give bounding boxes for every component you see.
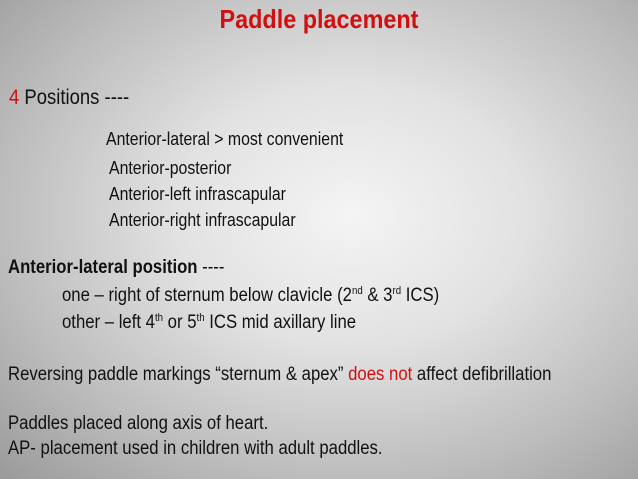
ordinal-suffix: rd <box>392 285 402 297</box>
anterolateral-title: Anterior-lateral position <box>8 257 198 278</box>
anterolateral-line-left <box>62 312 356 334</box>
anterolateral-heading <box>8 257 224 279</box>
line-text: & 3 <box>362 285 393 306</box>
positions-heading <box>9 86 129 110</box>
line-text: other – left 4 <box>62 312 155 333</box>
emphasis-text: does not <box>348 364 413 385</box>
positions-count: 4 <box>9 86 20 109</box>
positions-label: Positions ---- <box>19 86 130 109</box>
ordinal-suffix: nd <box>351 285 363 297</box>
ordinal-suffix: th <box>154 312 164 324</box>
line-text: affect defibrillation <box>412 364 552 385</box>
paddles-axis-note: Paddles placed along axis of heart. <box>8 413 269 434</box>
ap-placement-note: AP- placement used in children with adult paddles. <box>8 438 383 459</box>
anterolateral-dashes: ---- <box>197 257 225 278</box>
line-text: ICS) <box>401 285 440 306</box>
line-text: Reversing paddle markings “sternum & apex” <box>8 364 349 385</box>
position-item: Anterior-left infrascapular <box>109 184 286 204</box>
position-item: Anterior-posterior <box>109 158 232 178</box>
line-text: or 5 <box>163 312 197 333</box>
reversing-note <box>8 364 551 386</box>
line-text: one – right of sternum below clavicle (2 <box>62 285 352 306</box>
position-item: Anterior-lateral > most convenient <box>106 129 344 149</box>
line-text: ICS mid axillary line <box>204 312 357 333</box>
slide-title: Paddle placement <box>219 4 419 34</box>
anterolateral-line-right <box>62 285 439 307</box>
ordinal-suffix: th <box>196 312 205 324</box>
position-item: Anterior-right infrascapular <box>109 210 296 230</box>
